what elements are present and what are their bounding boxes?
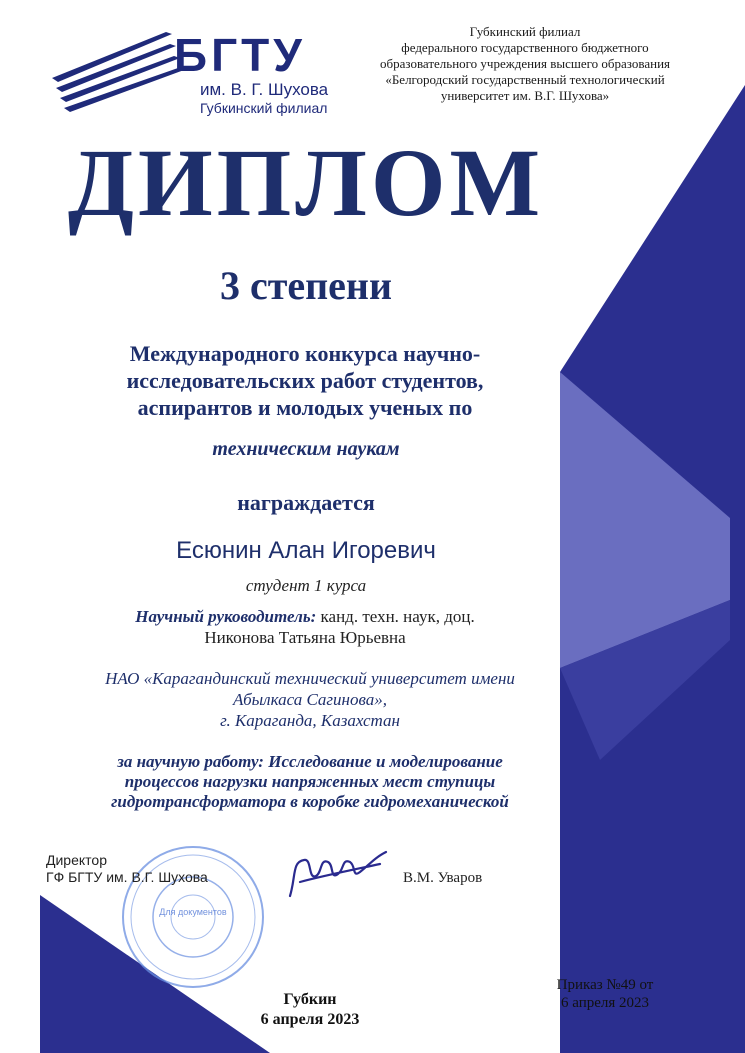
institution-line: г. Караганда, Казахстан — [220, 711, 400, 730]
org-line: Губкинский филиал — [469, 24, 581, 39]
org-line: федерального государственного бюджетного — [401, 40, 649, 55]
bgtu-logo — [48, 30, 338, 120]
logo-title: БГТУ — [174, 29, 306, 81]
director-line: Директор — [46, 852, 107, 868]
awarded-label: награждается — [237, 490, 375, 515]
order-line: Приказ №49 от — [556, 977, 654, 993]
work-line: гидротрансформатора в коробке гидромеханической — [111, 792, 509, 811]
recipient-course: студент 1 курса — [245, 576, 367, 595]
institution-line: НАО «Карагандинский технический университет имени — [105, 669, 515, 688]
supervisor-block — [60, 606, 550, 648]
director-line: ГФ БГТУ им. В.Г. Шухова — [46, 869, 208, 885]
logo-branch: Губкинский филиал — [200, 100, 328, 116]
recipient-name: Есюнин Алан Игоревич — [176, 537, 436, 564]
certificate-title: ДИПЛОМ — [67, 129, 545, 236]
order-reference — [540, 976, 670, 1012]
issue-place-date — [230, 990, 390, 1030]
contest-field: техническим наукам — [212, 438, 400, 460]
director-signature — [282, 846, 392, 904]
contest-line: аспирантов и молодых ученых по — [137, 395, 473, 420]
director-name: В.М. Уваров — [403, 870, 483, 886]
institution-line: Абылкаса Сагинова», — [232, 690, 388, 709]
work-line: процессов нагрузки напряженных мест ступицы — [124, 772, 496, 791]
certificate-degree: 3 степени — [219, 263, 393, 308]
issue-date: 6 апреля 2023 — [260, 1011, 360, 1028]
work-line: за научную работу: Исследование и моделирование — [117, 752, 503, 771]
director-position — [46, 852, 208, 886]
supervisor-label: Научный руководитель: — [135, 607, 317, 626]
issue-city: Губкин — [283, 991, 337, 1008]
research-work — [30, 752, 590, 812]
organization-header — [360, 24, 690, 104]
logo-stripes-icon — [48, 30, 188, 120]
supervisor-title: канд. техн. наук, доц. — [320, 607, 475, 626]
org-line: университет им. В.Г. Шухова» — [440, 88, 610, 103]
stamp-text: Для документов — [159, 907, 227, 917]
order-date: 6 апреля 2023 — [560, 995, 650, 1011]
contest-line: исследовательских работ студентов, — [126, 368, 484, 393]
contest-name — [60, 340, 550, 421]
org-line: образовательного учреждения высшего образования — [380, 56, 670, 71]
supervisor-name: Никонова Татьяна Юрьевна — [204, 628, 406, 647]
logo-subtitle: им. В. Г. Шухова — [200, 80, 329, 99]
contest-line: Международного конкурса научно- — [129, 341, 481, 366]
institution-block — [30, 668, 590, 731]
org-line: «Белгородский государственный технологический — [385, 72, 665, 87]
